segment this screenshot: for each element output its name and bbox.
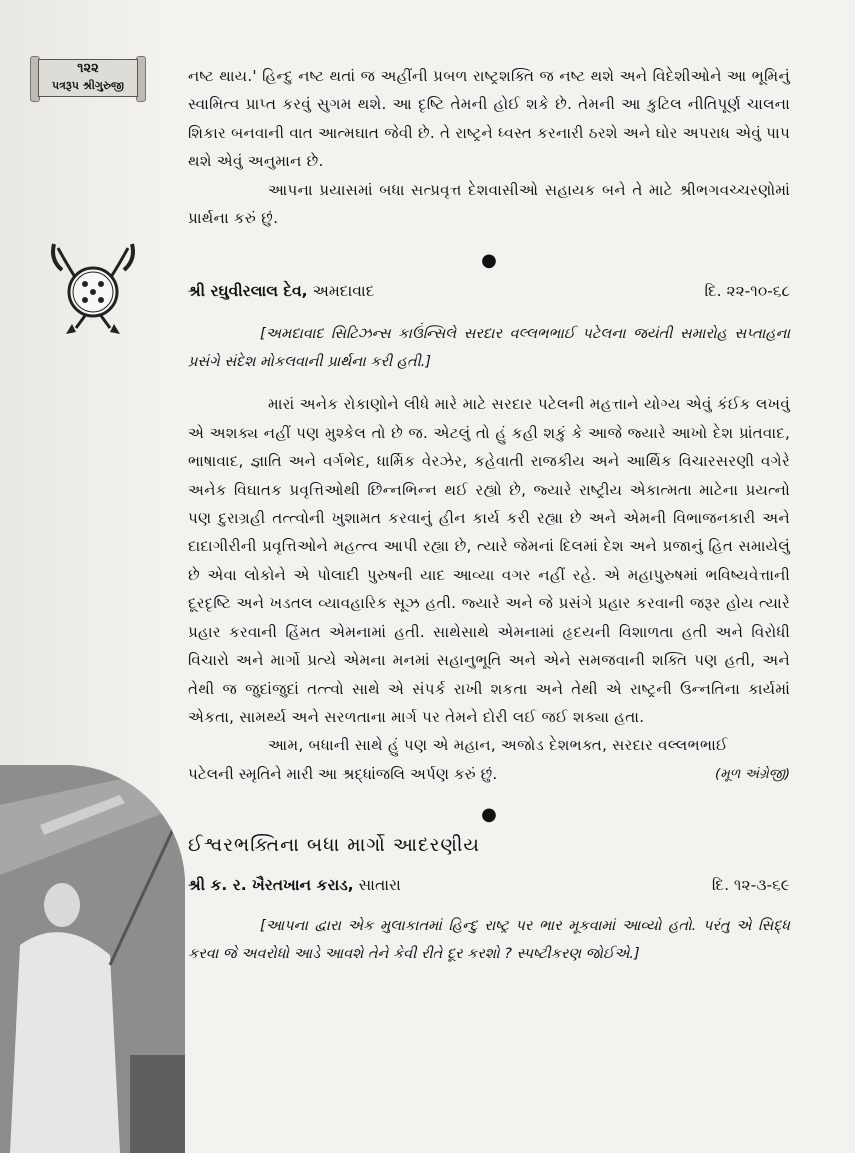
guruji-photo <box>0 765 185 1153</box>
letter2-sender-row <box>188 278 790 304</box>
letter2-context-note: [અમદાવાદ સિટિઝન્સ કાઉંન્સિલે સરદાર વલ્લભભાઈ પટેલના જયંતી સમારોહ સપ્તાહના પ્રસંગે સંદેશ મોકલવાની પ્રાર્થના કરી હતી.] <box>188 326 790 371</box>
letter3-heading: ઈશ્વરભક્તિના બધા માર્ગો આદરણીય <box>188 834 480 857</box>
original-language-note: (મૂળ અંગ્રેજી) <box>715 765 790 782</box>
page-header-badge <box>28 56 148 100</box>
prayer-paragraph: આપના પ્રયાસમાં બધા સત્પ્રવૃત્ત દેશવાસીઓ સહાયક બને તે માટે શ્રીભગવચ્ચરણોમાં પ્રાર્થના કરું છું. <box>188 180 790 228</box>
letter3-sender <box>188 872 401 898</box>
shield-swords-icon <box>48 240 138 340</box>
letter3-sender-place: સાતારા <box>358 876 401 895</box>
continuation-paragraph: નષ્ટ થાય.' હિન્દુ નષ્ટ થતાં જ અહીંની પ્રબળ રાષ્ટ્રશક્તિ જ નષ્ટ થશે અને વિદેશીઓને આ ભૂમિનું સ્વામિત્વ પ્રાપ્ત કરવું સુગમ થશે. આ દૃષ્ટિ તેમની હોઈ શકે છે. તેમની આ કુટિલ નીતિપૂર્ણ ચાલના શિકાર બનવાની વાત આત્મઘાત જેવી છે. તે રાષ્ટ્રને ધ્વસ્ત કરનારી ઠરશે અને ઘોર અપરાધ એવું પાપ થશે એવું અનુમાન છે. <box>188 67 790 171</box>
letter3-date: દિ. ૧૨-૩-૬૯ <box>711 876 790 895</box>
page-content <box>188 62 790 968</box>
section-separator-2: ● <box>481 804 497 826</box>
section-separator: ● <box>481 250 497 272</box>
letter3-sender-row <box>188 872 790 898</box>
letter3-context-note: [આપના દ્વારા એક મુલાકાતમાં હિન્દુ રાષ્ટ્ર પર ભાર મૂકવામાં આવ્યો હતો. પરંતુ એ સિદ્ધ કરવા જે અવરોધો આડે આવશે તેને કેવી રીતે દૂર કરશો ? સ્પષ્ટીકરણ જોઈએ.] <box>188 918 790 963</box>
letter2-closing-line2: પટેલની સ્મૃતિને મારી આ શ્રદ્ધાંજલિ અર્પણ કરું છું. <box>188 764 498 783</box>
letter2-closing-line1: આમ, બધાની સાથે હું પણ એ મહાન, અજોડ દેશભક્ત, સરદાર વલ્લભભાઈ <box>268 736 728 755</box>
letter2-date: દિ. ૨૨-૧૦-૬૮ <box>704 282 790 301</box>
letter2-sender-place: અમદાવાદ <box>312 282 375 301</box>
letter2-closing-row <box>188 760 790 788</box>
book-title: પત્રરૂપ શ્રીગુરુજી <box>52 79 124 92</box>
scroll-paper <box>38 59 138 97</box>
letter2-sender-name: શ્રી રઘુવીરલાલ દેવ, <box>188 282 308 301</box>
letter2-sender <box>188 278 374 304</box>
letter3-sender-name: શ્રી ક. ર. ખૈરતખાન કરાડ, <box>188 876 354 895</box>
photo-silhouette <box>0 765 185 1153</box>
letter2-body: મારાં અનેક રોકાણોને લીધે મારે માટે સરદાર પટેલની મહત્તાને યોગ્ય એવું કંઈક લખવું એ અશક્ય નહીં પણ મુશ્કેલ તો છે જ. એટલું તો હું કહી શકું કે આજે જ્યારે આખો દેશ પ્રાંતવાદ, ભાષાવાદ, જ્ઞાતિ અને વર્ગભેદ, ધાર્મિક વેરઝેર, કહેવાતી રાજકીય અને આર્થિક વિચારસરણી વગેરે અનેક વિઘાતક પ્રવૃત્તિઓથી છિન્નભિન્ન થઈ રહ્યો છે, જ્યારે રાષ્ટ્રીય એકાત્મતા માટેના પ્રયત્નો પણ દુરાગ્રહી તત્ત્વોની ખુશામત કરવાનું હીન કાર્ય કરી રહ્યા છે અને એમની વિભાજનકારી અને દાદાગીરીની પ્રવૃત્તિઓને મહત્ત્વ આપી રહ્યા છે, ત્યારે જેમનાં દિલમાં દેશ અને પ્રજાનું હિત સમાયેલું છે એવા લોકોને એ પોલાદી પુરુષની યાદ આવ્યા વગર નહીં રહે. એ મહાપુરુષમાં ભવિષ્યવેત્તાની દૂરદૃષ્ટિ અને ખડતલ વ્યાવહારિક સૂઝ હતી. જ્યારે અને જે પ્રસંગે પ્રહાર કરવાની જરૂર હોય ત્યારે પ્રહાર કરવાની હિંમત એમનામાં હતી. સાથેસાથે એમનામાં હૃદયની વિશાળતા હતી અને વિરોધી વિચારો અને માર્ગો પ્રત્યે એમના મનમાં સહાનુભૂતિ અને એને સમજવાની શક્તિ પણ હતી, અને તેથી જ જુદાંજુદાં તત્ત્વો સાથે એ સંપર્ક રાખી શકતા અને તેથી એ રાષ્ટ્રની ઉન્નતિના કાર્યમાં એકતા, સામર્થ્ય અને સરળતાના માર્ગ પર તેમને દોરી લઈ જઈ શક્યા હતા. <box>188 395 790 726</box>
page-number: ૧૨૨ <box>77 61 99 76</box>
